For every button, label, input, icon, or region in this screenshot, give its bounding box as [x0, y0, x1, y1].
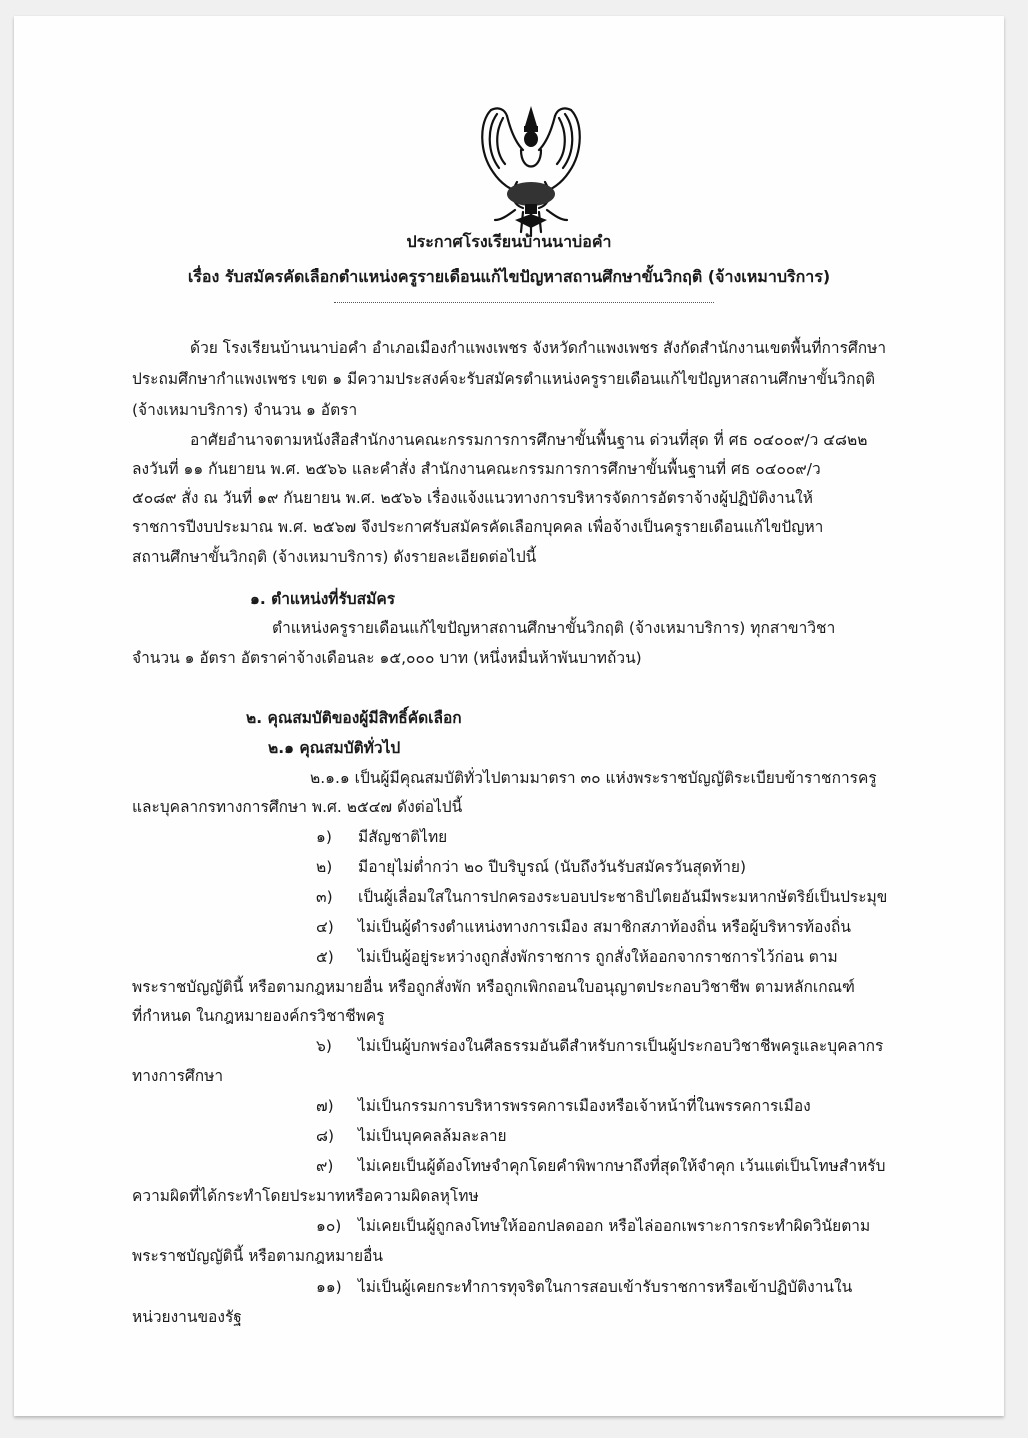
item-number: ๑) — [316, 828, 332, 846]
para2-line-2: ลงวันที่ ๑๑ กันยายน พ.ศ. ๒๕๖๖ และคำสั่ง สำนักงานคณะกรรมการการศึกษาขั้นพื้นฐานที่ ศธ ๐๔๐๐๙/ว — [132, 460, 821, 478]
section-1-line-1: ตำแหน่งครูรายเดือนแก้ไขปัญหาสถานศึกษาขั้นวิกฤติ (จ้างเหมาบริการ) ทุกสาขาวิชา — [272, 619, 836, 637]
section-1-line-2: จำนวน ๑ อัตรา อัตราค่าจ้างเดือนละ ๑๕,๐๐๐ บาท (หนึ่งหมื่นห้าพันบาทถ้วน) — [132, 649, 642, 667]
item-text: มีอายุไม่ต่ำกว่า ๒๐ ปีบริบูรณ์ (นับถึงวันรับสมัครวันสุดท้าย) — [358, 858, 747, 876]
section-2-1-1-line-2: และบุคลากรทางการศึกษา พ.ศ. ๒๕๔๗ ดังต่อไปนี้ — [132, 798, 463, 816]
para1-line-2: ประถมศึกษากำแพงเพชร เขต ๑ มีความประสงค์จะรับสมัครตำแหน่งครูรายเดือนแก้ไขปัญหาสถานศึกษาขั้นวิกฤติ — [132, 370, 876, 388]
para2-line-3: ๕๐๘๙ สั่ง ณ วันที่ ๑๙ กันยายน พ.ศ. ๒๕๖๖ เรื่องแจ้งแนวทางการบริหารจัดการอัตราจ้างผู้ปฏิบัติงานให้ — [132, 489, 813, 507]
para2-line-5: สถานศึกษาขั้นวิกฤติ (จ้างเหมาบริการ) ดังรายละเอียดต่อไปนี้ — [132, 548, 537, 566]
item-text: ไม่เคยเป็นผู้ต้องโทษจำคุกโดยคำพิพากษาถึงที่สุดให้จำคุก เว้นแต่เป็นโทษสำหรับ — [358, 1157, 886, 1175]
item-number: ๑๐) — [316, 1217, 342, 1235]
item-continuation: ที่กำหนด ในกฎหมายองค์กรวิชาชีพครู — [132, 1007, 385, 1025]
qualification-item — [316, 917, 851, 937]
item-text: ไม่เป็นบุคคลล้มละลาย — [358, 1127, 507, 1145]
qualification-item — [316, 1156, 885, 1176]
item-continuation: หน่วยงานของรัฐ — [132, 1308, 242, 1326]
item-text: ไม่เป็นผู้ดำรงตำแหน่งทางการเมือง สมาชิกสภาท้องถิ่น หรือผู้บริหารท้องถิ่น — [358, 918, 851, 936]
item-number: ๗) — [316, 1097, 334, 1115]
qualification-item — [316, 887, 887, 907]
section-2-title: ๒. คุณสมบัติของผู้มีสิทธิ์คัดเลือก — [246, 709, 462, 727]
qualification-item — [316, 1096, 811, 1116]
announcement-heading: ประกาศโรงเรียนบ้านนาบ่อคำ — [406, 232, 612, 251]
item-number: ๒) — [316, 858, 333, 876]
item-number: ๖) — [316, 1037, 332, 1055]
item-continuation: ความผิดที่ได้กระทำโดยประมาทหรือความผิดลหุโทษ — [132, 1187, 479, 1205]
item-number: ๑๑) — [316, 1278, 342, 1296]
qualification-item — [316, 1277, 852, 1297]
qualification-item — [316, 1036, 883, 1056]
qualification-item — [316, 1126, 507, 1146]
para2-line-4: ราชการปีงบประมาณ พ.ศ. ๒๕๖๗ จึงประกาศรับสมัครคัดเลือกบุคคล เพื่อจ้างเป็นครูรายเดือนแก้ไขปัญหา — [132, 518, 824, 536]
item-text: ไม่เป็นผู้บกพร่องในศีลธรรมอันดีสำหรับการเป็นผู้ประกอบวิชาชีพครูและบุคลากร — [358, 1037, 884, 1055]
item-continuation: พระราชบัญญัตินี้ หรือตามกฎหมายอื่น หรือถูกสั่งพัก หรือถูกเพิกถอนใบอนุญาตประกอบวิชาชีพ ตามหลักเกณฑ์ — [132, 978, 855, 996]
document-page — [14, 16, 1004, 1416]
garuda-emblem-icon — [471, 92, 591, 242]
item-text: ไม่เคยเป็นผู้ถูกลงโทษให้ออกปลดออก หรือไล่ออกเพราะการกระทำผิดวินัยตาม — [358, 1217, 871, 1235]
section-2-1-title: ๒.๑ คุณสมบัติทั่วไป — [268, 739, 401, 757]
qualification-item — [316, 1216, 870, 1236]
para1-line-1: ด้วย โรงเรียนบ้านนาบ่อคำ อำเภอเมืองกำแพงเพชร จังหวัดกำแพงเพชร สังกัดสำนักงานเขตพื้นที่การศึกษา — [190, 339, 887, 357]
qualification-item — [316, 947, 838, 967]
section-1-title: ๑. ตำแหน่งที่รับสมัคร — [250, 590, 396, 608]
item-text: เป็นผู้เลื่อมใสในการปกครองระบอบประชาธิปไตยอันมีพระมหากษัตริย์เป็นประมุข — [358, 888, 888, 906]
item-continuation: พระราชบัญญัตินี้ หรือตามกฎหมายอื่น — [132, 1247, 384, 1265]
item-text: ไม่เป็นผู้เคยกระทำการทุจริตในการสอบเข้ารับราชการหรือเข้าปฏิบัติงานใน — [358, 1278, 853, 1296]
item-number: ๓) — [316, 888, 333, 906]
para2-line-1: อาศัยอำนาจตามหนังสือสำนักงานคณะกรรมการการศึกษาขั้นพื้นฐาน ด่วนที่สุด ที่ ศธ ๐๔๐๐๙/ว ๔๘๒๒ — [190, 431, 868, 449]
item-continuation: ทางการศึกษา — [132, 1067, 224, 1085]
item-text: มีสัญชาติไทย — [358, 828, 448, 846]
item-text: ไม่เป็นกรรมการบริหารพรรคการเมืองหรือเจ้าหน้าที่ในพรรคการเมือง — [358, 1097, 811, 1115]
qualification-item — [316, 857, 746, 877]
item-number: ๘) — [316, 1127, 335, 1145]
item-number: ๕) — [316, 948, 334, 966]
item-text: ไม่เป็นผู้อยู่ระหว่างถูกสั่งพักราชการ ถูกสั่งให้ออกจากราชการไว้ก่อน ตาม — [358, 948, 838, 966]
para1-line-3: (จ้างเหมาบริการ) จำนวน ๑ อัตรา — [132, 401, 358, 419]
section-2-1-1-line-1: ๒.๑.๑ เป็นผู้มีคุณสมบัติทั่วไปตามมาตรา ๓๐ แห่งพระราชบัญญัติระเบียบข้าราชการครู — [310, 769, 877, 787]
announcement-subject: เรื่อง รับสมัครคัดเลือกตำแหน่งครูรายเดือนแก้ไขปัญหาสถานศึกษาขั้นวิกฤติ (จ้างเหมาบริการ) — [187, 267, 831, 286]
item-number: ๔) — [316, 918, 334, 936]
item-number: ๙) — [316, 1157, 334, 1175]
qualification-item — [316, 827, 447, 847]
separator-dotted-line — [334, 302, 714, 303]
